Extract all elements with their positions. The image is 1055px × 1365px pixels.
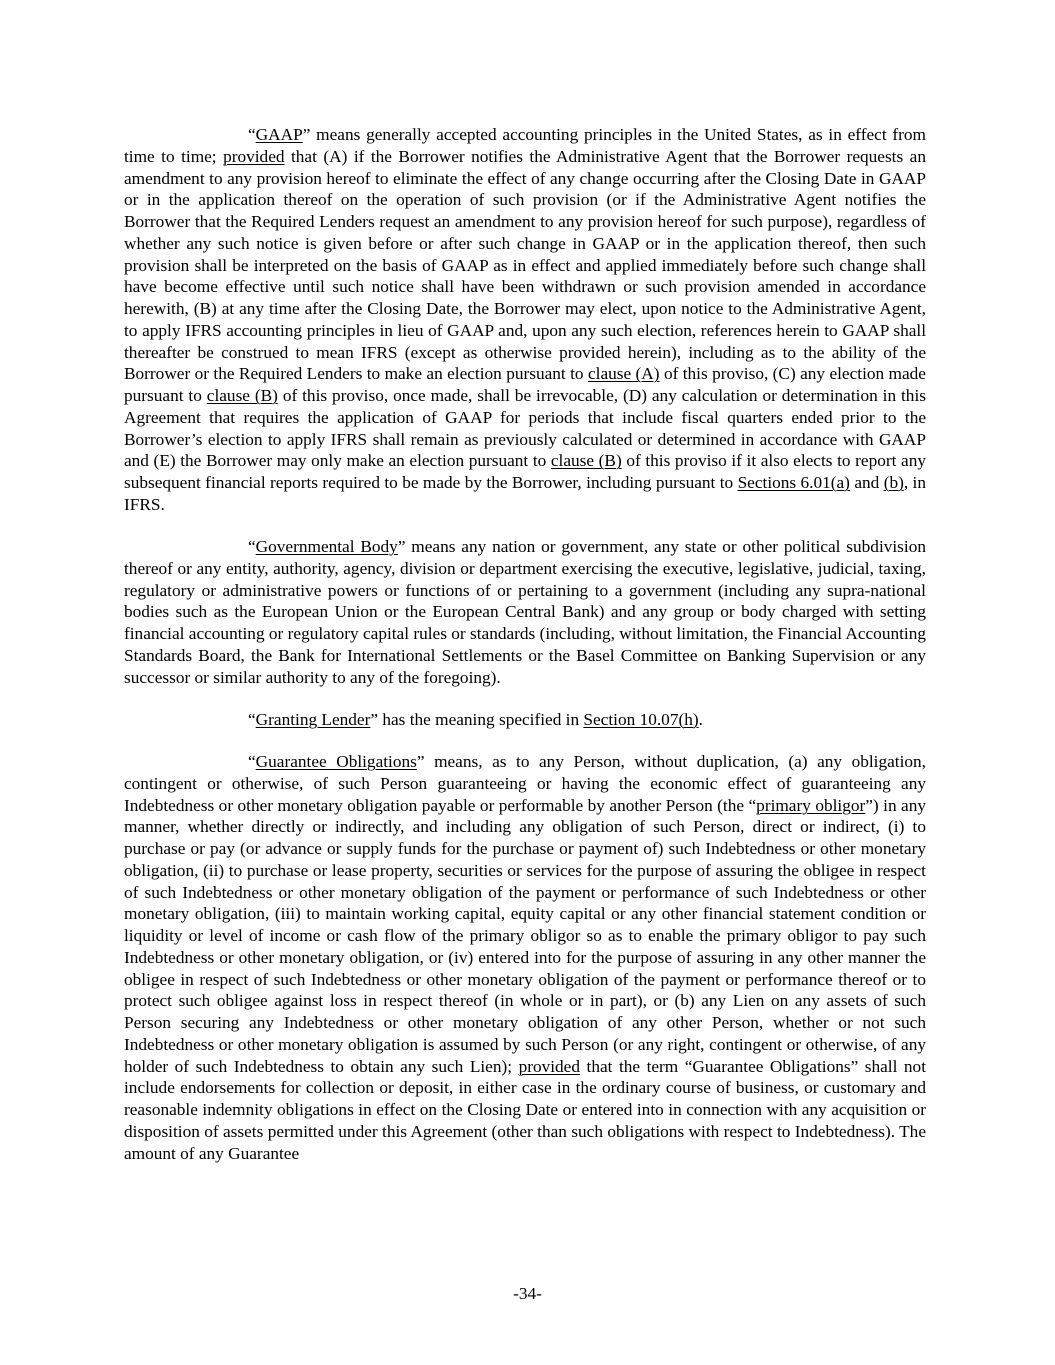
text-run: . — [698, 709, 703, 729]
text-run: “ — [248, 537, 256, 556]
text-run: that the term “Guarantee Obligations” shall not include endorsements for collection or deposit, in either case in the ordinary course of business, or customary and reasonable indemnity obligations in effect on the Closing Date or entered into in connection with any acquisition or disposition of assets permitted under this Agreement (other than such obligations with respect to Indebtedness). The amount of any Guarantee — [124, 1056, 926, 1163]
text-run: ” means, as to any Person, without duplication, (a) any obligation, contingent or otherwise, of such Person guaranteeing or having the economic effect of guaranteeing any Indebtedness or other monetary obligation payable or performable by another Person (the “ — [124, 752, 926, 815]
underlined-term: Granting Lender — [255, 709, 371, 729]
underlined-term: Sections 6.01(a) — [737, 473, 850, 492]
text-run: ” means generally accepted accounting principles in the United States, as in effect from time to time; — [124, 125, 926, 166]
text-run: that (A) if the Borrower notifies the Administrative Agent that the Borrower requests an amendment to any provision hereof to eliminate the effect of any change occurring after the Closing Date in GAAP or in the application thereof on the operation of such provision (or if the Administrative Agent notifies the Borrower that the Required Lenders request an amendment to any provision hereof for such purpose), regardless of whether any such notice is given before or after such change in GAAP or in the application thereof, then such provision shall be interpreted on the basis of GAAP as in effect and applied immediately before such change shall have become effective until such notice shall have been withdrawn or such provision amended in accordance herewith, (B) at any time after the Closing Date, the Borrower may elect, upon notice to the Administrative Agent, to apply IFRS accounting principles in lieu of GAAP and, upon any such election, references herein to GAAP shall thereafter be construed to mean IFRS (except as otherwise provided herein), including as to the ability of the Borrower or the Required Lenders to make an election pursuant to — [124, 146, 926, 384]
page-number: -34- — [513, 1284, 542, 1303]
text-run: of this proviso if it also elects to report any subsequent financial reports required to be made by the Borrower, including pursuant to — [124, 451, 926, 492]
text-run: ” means any nation or government, any state or other political subdivision thereof or any entity, authority, agency, division or department exercising the executive, legislative, judicial, taxing, regulatory or administrative powers or functions of or pertaining to a government (including any supra-national bodies such as the European Union or the European Central Bank) and any group or body charged with setting financial accounting or regulatory capital rules or standards (including, without limitation, the Financial Accounting Standards Board, the Bank for International Settlements or the Basel Committee on Banking Supervision or any successor or similar authority to any of the foregoing). — [124, 537, 926, 687]
definition-granting-lender — [124, 709, 926, 731]
definition-guarantee-obligations — [124, 751, 926, 1164]
underlined-term: provided — [518, 1056, 580, 1076]
document-body — [124, 124, 926, 1185]
underlined-term: provided — [223, 146, 285, 166]
underlined-term: Governmental Body — [255, 537, 398, 556]
text-run: ”) in any manner, whether directly or indirectly, and including any obligation of such Person, direct or indirect, (i) to purchase or pay (or advance or supply funds for the purchase or payment of) such Indebtedness or other monetary obligation, (ii) to purchase or lease property, securities or services for the purpose of assuring the obligee in respect of such Indebtedness or other monetary obligation of the payment or performance of such Indebtedness or other monetary obligation, (iii) to maintain working capital, equity capital or any other financial statement condition or liquidity or level of income or cash flow of the primary obligor so as to enable the primary obligor to pay such Indebtedness or other monetary obligation, or (iv) entered into for the purpose of assuring in any other manner the obligee in respect of such Indebtedness or other monetary obligation of the payment or performance thereof or to protect such obligee against loss in respect thereof (in whole or in part), or (b) any Lien on any assets of such Person securing any Indebtedness or other monetary obligation of any other Person, whether or not such Indebtedness or other monetary obligation is assumed by such Person (or any right, contingent or otherwise, of any holder of such Indebtedness to obtain any such Lien); — [124, 795, 926, 1076]
text-run: of this proviso, once made, shall be irrevocable, (D) any calculation or determination in this Agreement that requires the application of GAAP for periods that include fiscal quarters ended prior to the Borrower’s election to apply IFRS shall remain as previously calculated or determined in accordance with GAAP and (E) the Borrower may only make an election pursuant to — [124, 386, 926, 471]
underlined-term: clause (B) — [206, 386, 278, 405]
underlined-term: Guarantee Obligations — [255, 752, 417, 771]
text-run: and — [849, 473, 884, 492]
underlined-term: primary obligor — [756, 795, 866, 815]
text-run: , in IFRS. — [124, 473, 926, 514]
text-run: “ — [248, 709, 256, 729]
text-run: ” has the meaning specified in — [370, 709, 584, 729]
text-run: “ — [248, 752, 256, 771]
definition-governmental-body — [124, 536, 926, 688]
underlined-term: Section 10.07(h) — [583, 709, 699, 729]
underlined-term: clause (A) — [587, 364, 660, 384]
text-run: “ — [248, 125, 256, 144]
underlined-term: (b) — [883, 473, 904, 492]
underlined-term: clause (B) — [550, 451, 622, 471]
definition-gaap — [124, 124, 926, 516]
underlined-term: GAAP — [255, 125, 303, 144]
text-run: of this proviso, (C) any election made pursuant to — [124, 364, 926, 405]
